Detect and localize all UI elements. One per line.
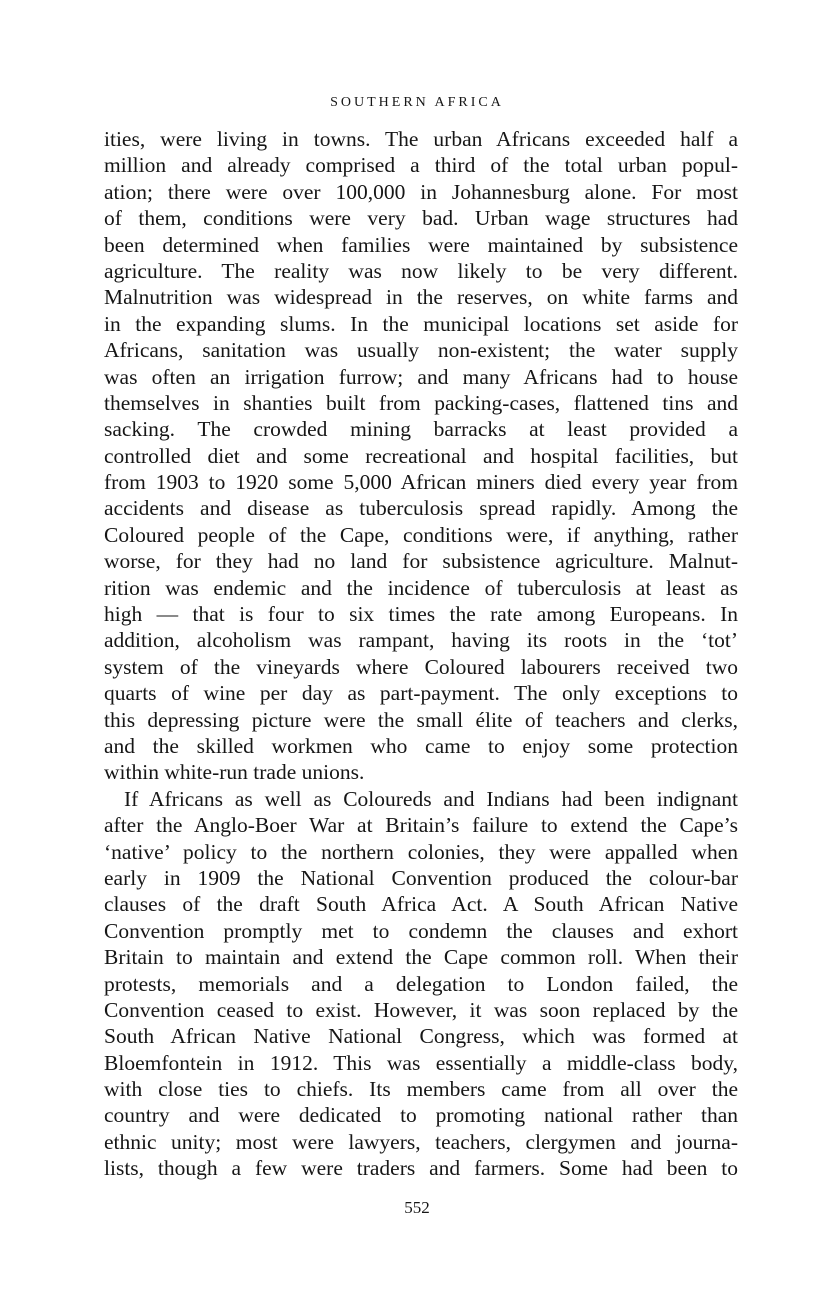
text-line: country and were dedicated to promoting national rather than bbox=[104, 1103, 738, 1128]
text-line: Britain to maintain and extend the Cape common roll. When their bbox=[104, 945, 738, 970]
text-line: addition, alcoholism was rampant, having its roots in the ‘tot’ bbox=[104, 628, 738, 653]
text-line: early in 1909 the National Convention produced the colour-bar bbox=[104, 865, 738, 890]
text-line: ities, were living in towns. The urban Africans exceeded half a bbox=[104, 127, 738, 151]
text-line: Bloemfontein in 1912. This was essentially a middle-class body, bbox=[104, 1050, 738, 1075]
text-line: controlled diet and some recreational and hospital facilities, but bbox=[104, 443, 738, 468]
text-line: Africans, sanitation was usually non-existent; the water supply bbox=[104, 338, 738, 363]
text-line: ation; there were over 100,000 in Johannesburg alone. For most bbox=[104, 179, 738, 204]
page-number: 552 bbox=[404, 1198, 430, 1217]
running-head: SOUTHERN AFRICA bbox=[330, 95, 504, 110]
text-line: Convention promptly met to condemn the clauses and exhort bbox=[104, 918, 738, 943]
text-line: lists, though a few were traders and farmers. Some had been to bbox=[104, 1156, 738, 1181]
text-line: Convention ceased to exist. However, it was soon replaced by the bbox=[104, 997, 738, 1022]
text-line: and the skilled workmen who came to enjoy some protection bbox=[104, 733, 738, 758]
text-line: with close ties to chiefs. Its members came from all over the bbox=[104, 1077, 738, 1102]
text-line: from 1903 to 1920 some 5,000 African miners died every year from bbox=[104, 470, 738, 495]
text-line: been determined when families were maintained by subsistence bbox=[104, 232, 738, 257]
text-line: clauses of the draft South Africa Act. A South African Native bbox=[104, 892, 738, 917]
text-line: worse, for they had no land for subsistence agriculture. Malnut- bbox=[104, 549, 738, 574]
text-line: accidents and disease as tuberculosis spread rapidly. Among the bbox=[104, 496, 738, 521]
text-line: Coloured people of the Cape, conditions were, if anything, rather bbox=[104, 522, 738, 547]
text-line: high — that is four to six times the rate among Europeans. In bbox=[104, 602, 738, 627]
paragraph-end-line: within white-run trade unions. bbox=[104, 760, 365, 785]
text-line: quarts of wine per day as part-payment. The only exceptions to bbox=[104, 681, 738, 706]
text-line: after the Anglo-Boer War at Britain’s failure to extend the Cape’s bbox=[104, 813, 738, 838]
text-line: ethnic unity; most were lawyers, teachers, clergymen and journa- bbox=[104, 1129, 738, 1154]
text-line: was often an irrigation furrow; and many Africans had to house bbox=[104, 364, 738, 389]
text-line: South African Native National Congress, which was formed at bbox=[104, 1024, 738, 1049]
text-line: of them, conditions were very bad. Urban wage structures had bbox=[104, 206, 738, 231]
text-line: this depressing picture were the small élite of teachers and clerks, bbox=[104, 707, 738, 732]
paragraph-start-line: If Africans as well as Coloureds and Indians had been indignant bbox=[124, 786, 738, 811]
text-line: protests, memorials and a delegation to London failed, the bbox=[104, 971, 738, 996]
body-text bbox=[104, 126, 738, 1182]
text-line: ‘native’ policy to the northern colonies, they were appalled when bbox=[104, 839, 738, 864]
text-line: system of the vineyards where Coloured labourers received two bbox=[104, 654, 738, 679]
text-line: sacking. The crowded mining barracks at least provided a bbox=[104, 417, 738, 442]
text-line: themselves in shanties built from packing-cases, flattened tins and bbox=[104, 390, 738, 415]
text-line: million and already comprised a third of the total urban popul- bbox=[104, 153, 738, 178]
text-line: agriculture. The reality was now likely to be very different. bbox=[104, 258, 738, 283]
text-line: rition was endemic and the incidence of tuberculosis at least as bbox=[104, 575, 738, 600]
text-line: in the expanding slums. In the municipal locations set aside for bbox=[104, 311, 738, 336]
text-line: Malnutrition was widespread in the reserves, on white farms and bbox=[104, 285, 738, 310]
